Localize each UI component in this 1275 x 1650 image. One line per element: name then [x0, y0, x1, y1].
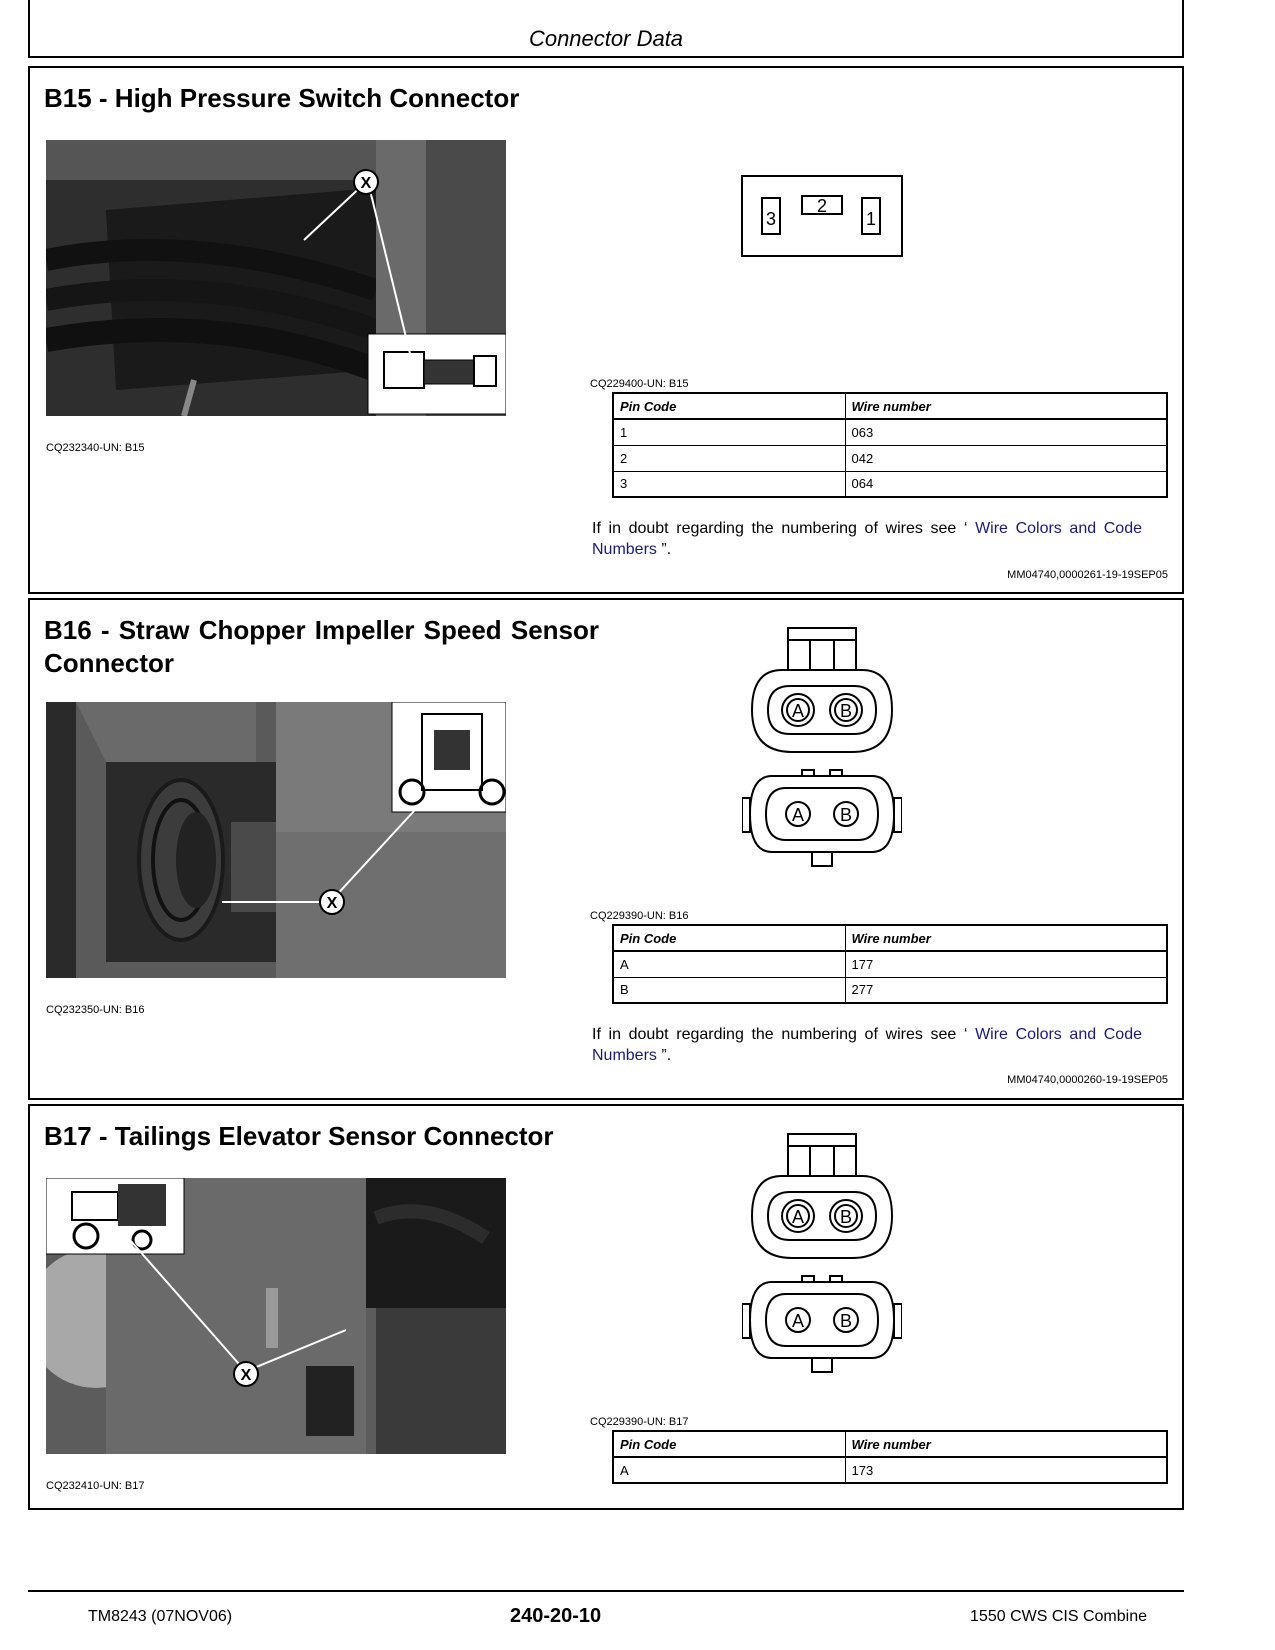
photo-figure-id: CQ232340-UN: B15 — [46, 442, 145, 454]
wire-number-cell: 064 — [845, 471, 1167, 497]
column-header-pin-code: Pin Code — [613, 1431, 845, 1457]
pin-table — [612, 924, 1168, 1004]
note-text: If in doubt regarding the numbering of wires see ‘ — [592, 520, 968, 537]
table-row — [613, 977, 1167, 1003]
pin-label-b: B — [839, 1311, 853, 1331]
table-row — [613, 471, 1167, 497]
pin-code-cell: 1 — [613, 419, 845, 445]
photo-figure-id: CQ232410-UN: B17 — [46, 1480, 145, 1492]
section-b15 — [28, 66, 1184, 594]
section-title: B16 - Straw Chopper Impeller Speed Sensor Connector — [44, 615, 599, 678]
manual-id: TM8243 (07NOV06) — [88, 1608, 233, 1625]
pin-table — [612, 1430, 1168, 1484]
wire-number-cell: 063 — [845, 419, 1167, 445]
pin-diagram — [740, 174, 904, 258]
pin-label-a: A — [791, 1311, 805, 1331]
footer-divider — [28, 1590, 1184, 1592]
section-b17 — [28, 1104, 1184, 1510]
column-header-pin-code: Pin Code — [613, 925, 845, 951]
callout-label: X — [360, 175, 372, 192]
pin-label-2: 2 — [816, 196, 828, 216]
pin-label-a: A — [791, 701, 805, 721]
pin-label-b: B — [839, 701, 853, 721]
diagram-figure-id: CQ229390-UN: B16 — [590, 910, 689, 922]
page-header — [28, 0, 1184, 58]
wire-number-cell: 177 — [845, 951, 1167, 977]
table-row — [613, 445, 1167, 471]
column-header-pin-code: Pin Code — [613, 393, 845, 419]
wire-reference-note — [592, 1024, 1142, 1066]
pin-code-cell: 2 — [613, 445, 845, 471]
connector-photo — [46, 140, 506, 416]
table-header-row — [613, 925, 1167, 951]
reference-code: MM04740,0000261-19-19SEP05 — [1007, 569, 1168, 581]
callout-label: X — [326, 895, 338, 912]
page-title: Connector Data — [528, 26, 684, 51]
pin-label-a: A — [791, 1207, 805, 1227]
note-end: ”. — [661, 1047, 672, 1064]
column-header-wire-number: Wire number — [845, 1431, 1167, 1457]
section-b16 — [28, 598, 1184, 1100]
pin-code-cell: B — [613, 977, 845, 1003]
table-row — [613, 951, 1167, 977]
table-header-row — [613, 393, 1167, 419]
wire-number-cell: 042 — [845, 445, 1167, 471]
pin-code-cell: 3 — [613, 471, 845, 497]
connector-photo — [46, 1178, 506, 1454]
photo-figure-id: CQ232350-UN: B16 — [46, 1004, 145, 1016]
section-title: B17 - Tailings Elevator Sensor Connector — [44, 1121, 554, 1151]
pin-label-b: B — [839, 1207, 853, 1227]
column-header-wire-number: Wire number — [845, 925, 1167, 951]
pin-label-1: 1 — [865, 209, 877, 229]
reference-code: MM04740,0000260-19-19SEP05 — [1007, 1074, 1168, 1086]
machine-model: 1550 CWS CIS Combine — [970, 1608, 1147, 1625]
connector-photo — [46, 702, 506, 978]
wire-number-cell: 277 — [845, 977, 1167, 1003]
pin-diagram — [742, 626, 902, 872]
pin-table — [612, 392, 1168, 498]
table-row — [613, 419, 1167, 445]
wire-colors-link[interactable]: Wire Colors and Code Numbers — [592, 1026, 1142, 1064]
pin-diagram — [742, 1132, 902, 1378]
diagram-figure-id: CQ229400-UN: B15 — [590, 378, 689, 390]
wire-colors-link[interactable]: Wire Colors and Code Numbers — [592, 520, 1142, 558]
section-title: B15 - High Pressure Switch Connector — [44, 83, 520, 113]
pin-code-cell: A — [613, 1457, 845, 1483]
table-row — [613, 1457, 1167, 1483]
pin-code-cell: A — [613, 951, 845, 977]
table-header-row — [613, 1431, 1167, 1457]
note-end: ”. — [661, 541, 672, 558]
wire-reference-note — [592, 518, 1142, 560]
callout-label: X — [240, 1367, 252, 1384]
column-header-wire-number: Wire number — [845, 393, 1167, 419]
pin-label-b: B — [839, 805, 853, 825]
note-text: If in doubt regarding the numbering of wires see ‘ — [592, 1026, 968, 1043]
diagram-figure-id: CQ229390-UN: B17 — [590, 1416, 689, 1428]
pin-label-a: A — [791, 805, 805, 825]
wire-number-cell: 173 — [845, 1457, 1167, 1483]
pin-label-3: 3 — [765, 209, 777, 229]
page-number: 240-20-10 — [510, 1605, 602, 1627]
